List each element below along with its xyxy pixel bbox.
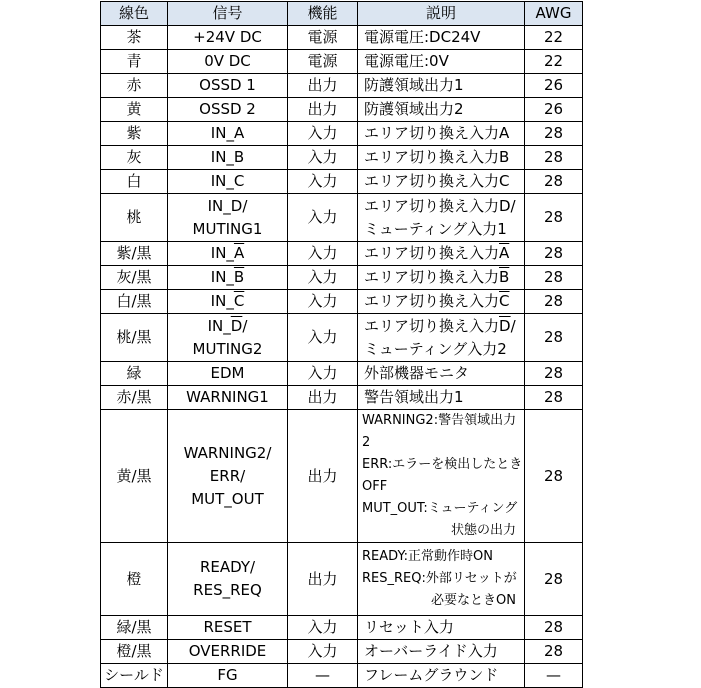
description [358,410,525,543]
function: 入力 [288,242,358,266]
signal-line: MUTING1 [192,219,263,238]
description-prefix: エリア切り換え入力 [364,244,500,262]
function: 入力 [288,290,358,314]
awg: 28 [525,362,583,386]
signal-line [168,315,287,338]
description-line: ミューティング入力2 [364,339,507,358]
awg: 28 [525,314,583,362]
table-row [101,194,583,242]
header-signal: 信号 [168,2,288,26]
wire-color: 白/黒 [101,290,168,314]
table-row [101,146,583,170]
header-color: 線色 [101,2,168,26]
wire-color: 紫 [101,122,168,146]
function: 出力 [288,386,358,410]
description-suffix: / [510,316,516,335]
description: 警告領域出力1 [358,386,525,410]
table-row [101,543,583,616]
awg: 28 [525,194,583,242]
function: 出力 [288,543,358,616]
header-function: 機能 [288,2,358,26]
function: 出力 [288,98,358,122]
signal: +24V DC [168,26,288,50]
description: オーバーライド入力 [358,640,525,664]
table-row [101,170,583,194]
description-line: ミューティング入力1 [364,219,507,238]
wiring-table [100,1,583,688]
awg: — [525,664,583,688]
description-line: エリア切り換え入力D/ [364,196,516,215]
table-row [101,314,583,362]
awg: 28 [525,170,583,194]
signal-line: WARNING2/ [183,443,272,462]
function: 入力 [288,640,358,664]
description: エリア切り換え入力B [358,146,525,170]
description: 防護領域出力1 [358,74,525,98]
signal [168,266,288,290]
description: 防護領域出力2 [358,98,525,122]
description-overline-letter: $\overline{B}$ [499,268,510,286]
wire-color: 灰 [101,146,168,170]
function: 電源 [288,26,358,50]
signal: IN_B [168,146,288,170]
signal-prefix: IN_ [210,292,234,310]
header-description: 説明 [358,2,525,26]
signal-overline-letter: $\overline{B}$ [233,268,245,286]
function: 入力 [288,122,358,146]
signal-prefix: IN_ [210,244,234,262]
table-row [101,50,583,74]
description-line: READY:正常動作時ON [362,549,493,564]
signal: FG [168,664,288,688]
signal: RESET [168,616,288,640]
wire-color: 茶 [101,26,168,50]
wire-color: 黄/黒 [101,410,168,543]
function: 電源 [288,50,358,74]
awg: 28 [525,290,583,314]
signal-overline-letter: $\overline{C}$ [233,292,245,310]
signal-overline-letter: $\overline{A}$ [233,244,245,262]
signal-line: IN_D/ [207,196,248,215]
awg: 22 [525,50,583,74]
table-row [101,640,583,664]
function: 入力 [288,616,358,640]
table-row [101,98,583,122]
signal-line: READY/ [199,558,256,576]
signal-line: MUT_OUT [191,489,264,508]
signal-suffix: / [242,316,248,335]
awg: 22 [525,26,583,50]
function: 入力 [288,314,358,362]
description-line: MUT_OUT:ミューティング [362,501,518,516]
awg: 28 [525,543,583,616]
wire-color: 青 [101,50,168,74]
function: 入力 [288,170,358,194]
table-row [101,290,583,314]
table-row [101,362,583,386]
description: 電源電圧:0V [358,50,525,74]
description: エリア切り換え入力A [358,122,525,146]
signal-line: MUTING2 [192,339,263,358]
signal: IN_C [168,170,288,194]
table-row [101,122,583,146]
signal [168,194,288,242]
signal [168,314,288,362]
description [358,242,525,266]
function: 入力 [288,362,358,386]
awg: 26 [525,98,583,122]
signal-prefix: IN_ [207,316,231,335]
description-line: WARNING2:警告領域出力2 [362,413,517,450]
table-row [101,616,583,640]
table-row [101,74,583,98]
signal-overline-letter: $\overline{D}$ [230,316,243,335]
signal: OSSD 2 [168,98,288,122]
description-prefix: エリア切り換え入力 [364,268,500,286]
description-overline-letter: $\overline{C}$ [499,292,510,310]
wire-color: 桃/黒 [101,314,168,362]
signal: WARNING1 [168,386,288,410]
signal-prefix: IN_ [210,268,234,286]
awg: 28 [525,640,583,664]
signal: EDM [168,362,288,386]
function: 出力 [288,74,358,98]
awg: 28 [525,242,583,266]
awg: 28 [525,122,583,146]
table-row [101,664,583,688]
wire-color: 橙 [101,543,168,616]
awg: 26 [525,74,583,98]
function: 出力 [288,410,358,543]
header-awg: AWG [525,2,583,26]
description [358,194,525,242]
table-row [101,26,583,50]
description-line: ERR:エラーを検出したときOFF [362,457,523,494]
description [358,543,525,616]
description-prefix: エリア切り換え入力 [364,316,500,335]
signal: OVERRIDE [168,640,288,664]
description-overline-letter: $\overline{A}$ [499,244,510,262]
table-row [101,386,583,410]
signal [168,410,288,543]
description: エリア切り換え入力C [358,170,525,194]
wire-color: 白 [101,170,168,194]
description: フレームグラウンド [358,664,525,688]
description-prefix: エリア切り換え入力 [364,292,500,310]
function: — [288,664,358,688]
signal [168,290,288,314]
description [358,314,525,362]
wire-color: 紫/黒 [101,242,168,266]
awg: 28 [525,146,583,170]
wire-color: 緑/黒 [101,616,168,640]
awg: 28 [525,616,583,640]
wire-color: 黄 [101,98,168,122]
signal: IN_A [168,122,288,146]
signal-line: ERR/ [209,466,246,485]
signal: 0V DC [168,50,288,74]
wire-color: 灰/黒 [101,266,168,290]
wire-color: 桃 [101,194,168,242]
wire-color: シールド [101,664,168,688]
description-line: 必要なときON [431,593,516,608]
function: 入力 [288,266,358,290]
wire-color: 橙/黒 [101,640,168,664]
awg: 28 [525,266,583,290]
description-overline-letter: $\overline{D}$ [499,316,511,335]
description: 外部機器モニタ [358,362,525,386]
header-row [101,2,583,26]
wire-color: 赤/黒 [101,386,168,410]
signal [168,543,288,616]
description [358,266,525,290]
function: 入力 [288,146,358,170]
awg: 28 [525,386,583,410]
description: リセット入力 [358,616,525,640]
wire-color: 緑 [101,362,168,386]
awg: 28 [525,410,583,543]
description [358,290,525,314]
description-line: RES_REQ:外部リセットが [362,571,517,586]
table-row [101,266,583,290]
table-row [101,242,583,266]
description: 電源電圧:DC24V [358,26,525,50]
signal: OSSD 1 [168,74,288,98]
signal-line: RES_REQ [193,581,262,599]
signal [168,242,288,266]
function: 入力 [288,194,358,242]
description-line [364,315,524,338]
table-row [101,410,583,543]
wire-color: 赤 [101,74,168,98]
description-line: 状態の出力 [450,523,516,538]
